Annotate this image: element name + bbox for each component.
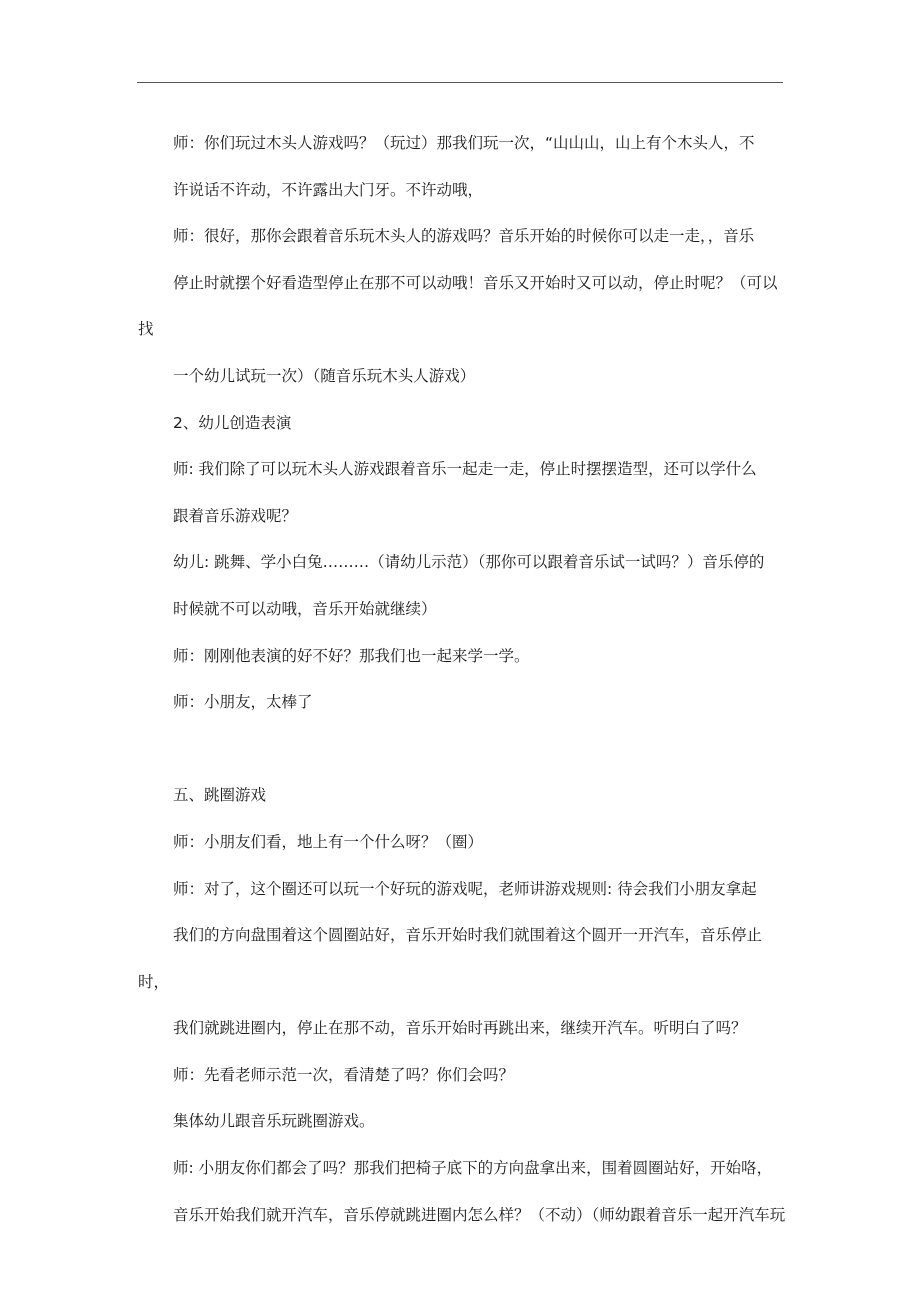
paragraph-game-rules <box>138 866 786 1052</box>
paragraph-group-play <box>138 1098 786 1145</box>
paragraph-teacher-great <box>138 679 786 726</box>
text-line: 许说话不许动，不许露出大门牙。不许动哦， <box>173 180 484 199</box>
text-line: 师：小朋友们看，地上有一个什么呀？（圈） <box>173 832 484 851</box>
blank-line <box>138 726 786 773</box>
paragraph-muotouren-intro <box>138 120 786 213</box>
text-line: 师: 我们除了可以玩木头人游戏跟着音乐一起走一走，停止时摆摆造型，还可以学什么 <box>173 460 757 479</box>
text-line: 师：先看老师示范一次，看清楚了吗？你们会吗？ <box>173 1065 515 1084</box>
text-line: 师：很好，那你会跟着音乐玩木头人的游戏吗？音乐开始的时候你可以走一走，，音乐 <box>173 227 755 246</box>
document-body <box>138 120 786 1238</box>
text-line: 跟着音乐游戏呢？ <box>173 506 298 525</box>
text-line: 我们就跳进圈内，停止在那不动，音乐开始时再跳出来，继续开汽车。听明白了吗？ <box>173 1019 747 1038</box>
paragraph-steering-wheel <box>138 1145 786 1238</box>
text-line: 我们的方向盘围着这个圆圈站好，音乐开始时我们就围着这个圆开一开汽车，音乐停止时， <box>138 926 763 991</box>
text-line: 师：对了，这个圈还可以玩一个好玩的游戏呢，老师讲游戏规则: 待会我们小朋友拿起 <box>173 879 757 898</box>
text-line: 2、幼儿创造表演 <box>173 413 292 432</box>
paragraph-child-answer <box>138 539 786 632</box>
section-heading-creative <box>138 400 786 447</box>
text-line: 师: 小朋友你们都会了吗？那我们把椅子底下的方向盘拿出来，围着圆圈站好，开始咯， <box>173 1159 773 1178</box>
text-line: 集体幼儿跟音乐玩跳圈游戏。 <box>173 1112 375 1131</box>
paragraph-teacher-question <box>138 446 786 539</box>
text-line: 师：小朋友，太棒了 <box>173 693 313 712</box>
section-heading-jump-circle <box>138 772 786 819</box>
text-line: 时候就不可以动哦，音乐开始就继续） <box>173 599 437 618</box>
text-line: 师：你们玩过木头人游戏吗？（玩过）那我们玩一次，“山山山，山上有个木头人，不 <box>173 134 755 152</box>
text-line: 一个幼儿试玩一次）（随音乐玩木头人游戏） <box>173 366 476 385</box>
text-line: 五、跳圈游戏 <box>173 786 267 805</box>
paragraph-teacher-praise <box>138 633 786 680</box>
text-line: 师：刚刚他表演的好不好？那我们也一起来学一学。 <box>173 646 530 665</box>
paragraph-demo <box>138 1052 786 1099</box>
text-line: 音乐开始我们就开汽车，音乐停就跳进圈内怎么样？（不动）（师幼跟着音乐一起开汽车玩 <box>173 1205 786 1224</box>
text-line: 幼儿: 跳舞、学小白兔………（请幼儿示范）（那你可以跟着音乐试一试吗？）音乐停的 <box>173 553 765 572</box>
text-line: 停止时就摆个好看造型停止在那不可以动哦！音乐又开始时又可以动，停止时呢？（可以找 <box>138 273 778 339</box>
paragraph-circle-question <box>138 819 786 866</box>
paragraph-music-game <box>138 213 786 399</box>
header-rule <box>137 82 783 83</box>
